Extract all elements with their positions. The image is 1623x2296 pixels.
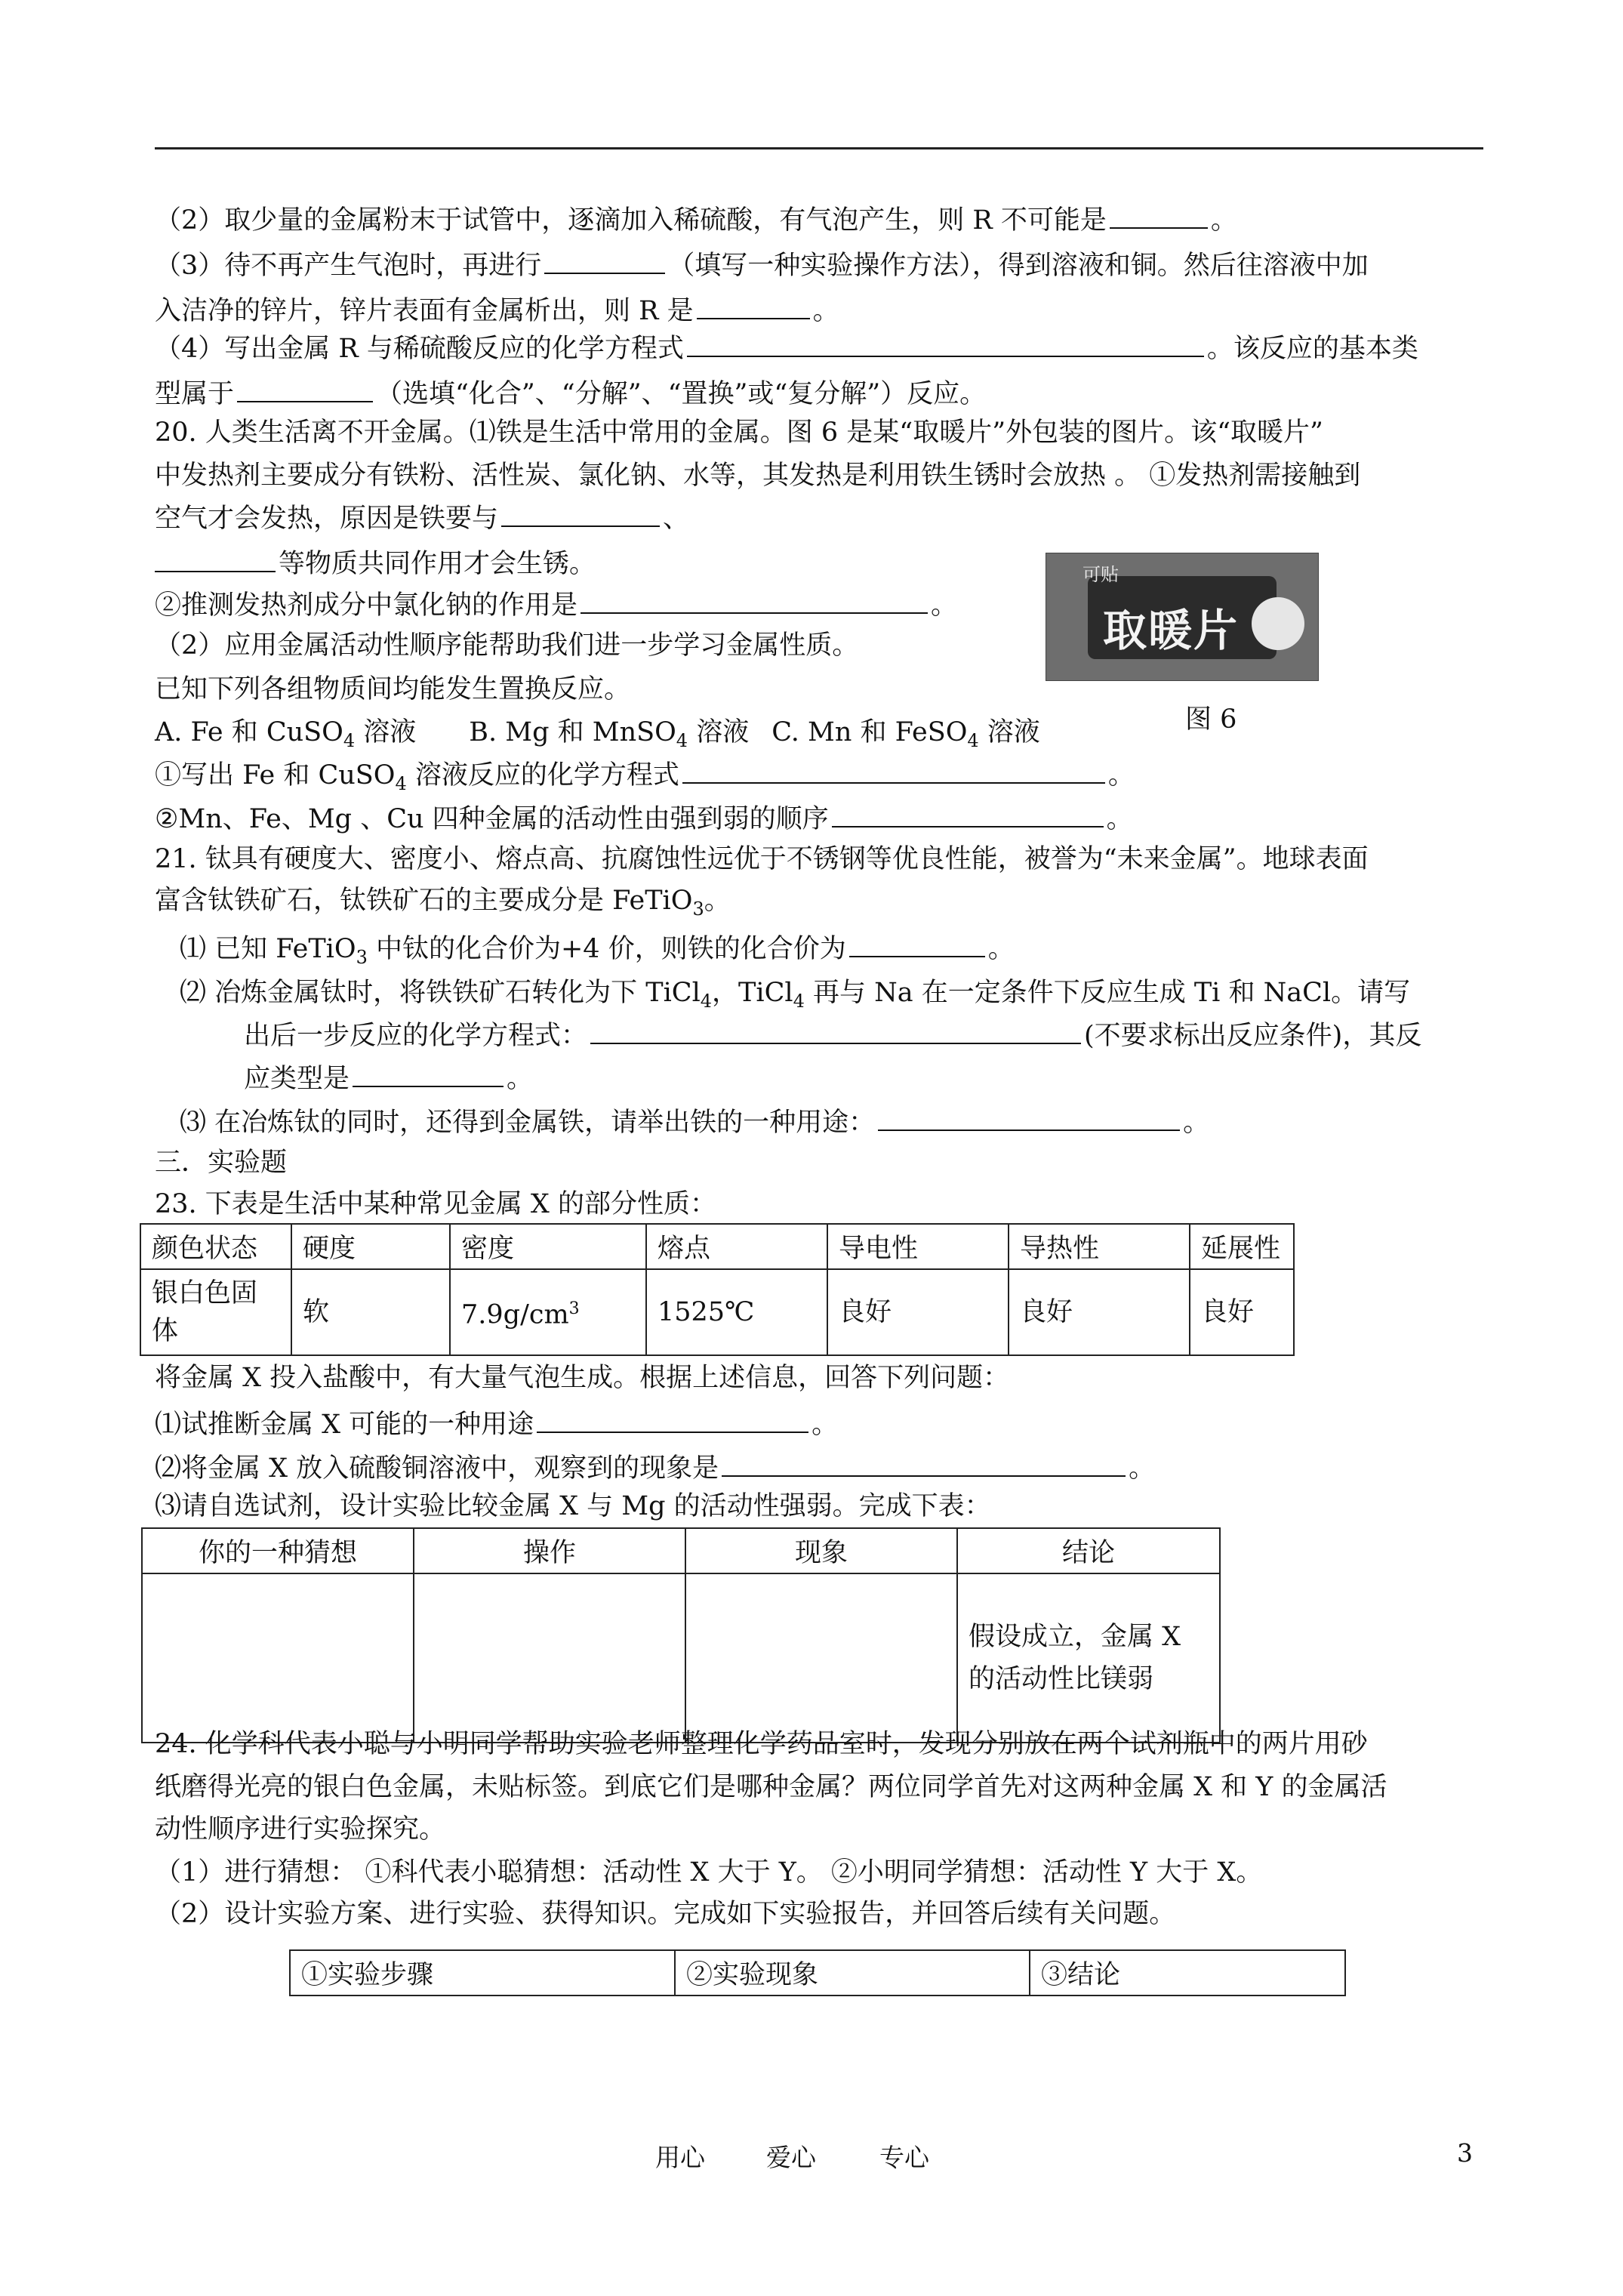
q23-intro: 23. 下表是生活中某种常见金属 X 的部分性质：: [155, 1189, 716, 1219]
table-header: 延展性: [1190, 1224, 1294, 1269]
guess-cell[interactable]: [142, 1573, 414, 1743]
footer-motto: 爱心: [766, 2143, 816, 2172]
table-row: [140, 1269, 1294, 1355]
section-heading: 三．实验题: [155, 1148, 288, 1178]
conclusion-cell: 假设成立，金属 X 的活动性比镁弱: [957, 1573, 1220, 1743]
q20-part1-line2: 等物质共同作用才会生锈。: [155, 544, 596, 583]
heat-pack-decoration: [1252, 597, 1304, 650]
q23-given: 将金属 X 投入盐酸中，有大量气泡生成。根据上述信息，回答下列问题：: [155, 1363, 1010, 1393]
q24-intro-line2: 纸磨得光亮的银白色金属，未贴标签。到底它们是哪种金属？两位同学首先对这两种金属 X 和 Y 的金属活: [155, 1772, 1387, 1802]
table-cell: 银白色固体: [140, 1269, 291, 1355]
q20-part2-sub1: ①写出 Fe 和 CuSO$_4$ 溶液反应的化学方程式 。: [155, 755, 1135, 803]
q24-part2: （2）设计实验方案、进行实验、获得知识。完成如下实验报告，并回答后续有关问题。: [155, 1899, 1176, 1929]
q23-part1: ⑴试推断金属 X 可能的一种用途 。: [155, 1404, 838, 1444]
table-cell: 良好: [1009, 1269, 1190, 1355]
table-header: ①实验步骤: [290, 1950, 675, 1996]
operation-cell[interactable]: [414, 1573, 685, 1743]
page-number: 3: [1457, 2138, 1473, 2168]
table-header-row: [142, 1528, 1220, 1573]
q21-part2-line2: 出后一步反应的化学方程式： (不要求标出反应条件)，其反: [244, 1015, 1421, 1055]
table-header: ③结论: [1030, 1950, 1345, 1996]
q21-part1: ⑴ 已知 FeTiO$_3$ 中钛的化合价为+4 价，则铁的化合价为 。: [180, 929, 1015, 976]
table-header: 你的一种猜想: [142, 1528, 414, 1573]
footer-motto: 用心: [655, 2143, 705, 2172]
q20-part2-intro: （2）应用金属活动性顺序能帮助我们进一步学习金属性质。: [155, 630, 859, 661]
q23-part2: ⑵将金属 X 放入硫酸铜溶液中，观察到的现象是 。: [155, 1448, 1155, 1487]
table-header: 熔点: [646, 1224, 827, 1269]
phenomenon-cell[interactable]: [685, 1573, 957, 1743]
q24-intro-line1: 24. 化学科代表小聪与小明同学帮助实验老师整理化学药品室时，发现分别放在两个试剂瓶中的两片用砂: [155, 1729, 1368, 1759]
table-header: ②实验现象: [675, 1950, 1030, 1996]
q24-part1: （1）进行猜想： ①科代表小聪猜想：活动性 X 大于 Y。 ②小明同学猜想：活动性 Y 大于 X。: [155, 1857, 1263, 1888]
table-header: 结论: [957, 1528, 1220, 1573]
table-header: 导电性: [827, 1224, 1009, 1269]
table-row: [142, 1573, 1220, 1743]
experiment-report-table: [289, 1949, 1346, 1996]
q20-part1-line1: 空气才会发热，原因是铁要与 、: [155, 498, 689, 538]
activity-experiment-table: [141, 1527, 1221, 1743]
q20-part1-sub2: ②推测发热剂成分中氯化钠的作用是 。: [155, 585, 957, 624]
table-header: 硬度: [291, 1224, 450, 1269]
q20-intro-line1: 20. 人类生活离不开金属。⑴铁是生活中常用的金属。图 6 是某“取暖片”外包装的图片。该“取暖片”: [155, 418, 1323, 448]
q19-part2: （2）取少量的金属粉末于试管中，逐滴加入稀硫酸，有气泡产生，则 R 不可能是 。: [155, 200, 1237, 239]
table-cell: 良好: [827, 1269, 1009, 1355]
table-cell: 良好: [1190, 1269, 1294, 1355]
table-cell: 软: [291, 1269, 450, 1355]
table-cell: $7.9g/cm^3$: [450, 1269, 646, 1355]
q21-intro-line1: 21. 钛具有硬度大、密度小、熔点高、抗腐蚀性远优于不锈钢等优良性能，被誉为“未来金属”。地球表面: [155, 844, 1369, 874]
q21-part2-line3: 应类型是 。: [244, 1059, 533, 1098]
figure-caption: 图 6: [1185, 704, 1237, 735]
q19-part4-line1: （4）写出金属 R 与稀硫酸反应的化学方程式 。该反应的基本类: [155, 328, 1418, 368]
table-header: 现象: [685, 1528, 957, 1573]
heat-pack-image: [1046, 553, 1319, 681]
heat-pack-text: 取暖片: [1103, 605, 1240, 656]
q21-part3: ⑶ 在冶炼钛的同时，还得到金属铁，请举出铁的一种用途： 。: [180, 1102, 1209, 1142]
q20-options: A. Fe 和 CuSO$_4$ 溶液 B. Mg 和 MnSO$_4$ 溶液 C. Mn 和 FeSO$_4$ 溶液: [155, 717, 1040, 751]
heat-pack-tag: 可贴: [1083, 564, 1119, 585]
table-header: 密度: [450, 1224, 646, 1269]
header-rule: [155, 147, 1483, 149]
table-header-row: [140, 1224, 1294, 1269]
q23-part3: ⑶请自选试剂，设计实验比较金属 X 与 Mg 的活动性强弱。完成下表：: [155, 1491, 991, 1521]
q24-intro-line3: 动性顺序进行实验探究。: [155, 1814, 446, 1845]
table-cell: 1525℃: [646, 1269, 827, 1355]
q21-intro-line2: 富含钛铁矿石，钛铁矿石的主要成分是 FeTiO$_3$。: [155, 886, 731, 920]
q19-part3-line2: 入洁净的锌片，锌片表面有金属析出，则 R 是 。: [155, 291, 839, 330]
q19-part3-line1: （3）待不再产生气泡时，再进行 （填写一种实验操作方法），得到溶液和铜。然后往溶液中加: [155, 245, 1369, 285]
table-header: 操作: [414, 1528, 685, 1573]
q20-part2-given: 已知下列各组物质间均能发生置换反应。: [155, 674, 631, 704]
table-header-row: [290, 1950, 1345, 1996]
table-header: 导热性: [1009, 1224, 1190, 1269]
q21-part2-line1: ⑵ 冶炼金属钛时，将铁铁矿石转化为下 TiCl$_4$，TiCl$_4$ 再与 Na 在一定条件下反应生成 Ti 和 NaCl。请写: [180, 978, 1411, 1012]
q19-part4-line2: 型属于 （选填“化合”、“分解”、“置换”或“复分解”）反应。: [155, 374, 986, 413]
q20-part2-sub2: ②Mn、Fe、Mg 、Cu 四种金属的活动性由强到弱的顺序 。: [155, 799, 1133, 838]
table-header: 颜色状态: [140, 1224, 291, 1269]
footer-motto: 专心: [879, 2143, 929, 2172]
metal-properties-table: [140, 1223, 1295, 1356]
q20-intro-line2: 中发热剂主要成分有铁粉、活性炭、氯化钠、水等，其发热是利用铁生锈时会放热 。 ①发热剂需接触到: [155, 461, 1361, 491]
